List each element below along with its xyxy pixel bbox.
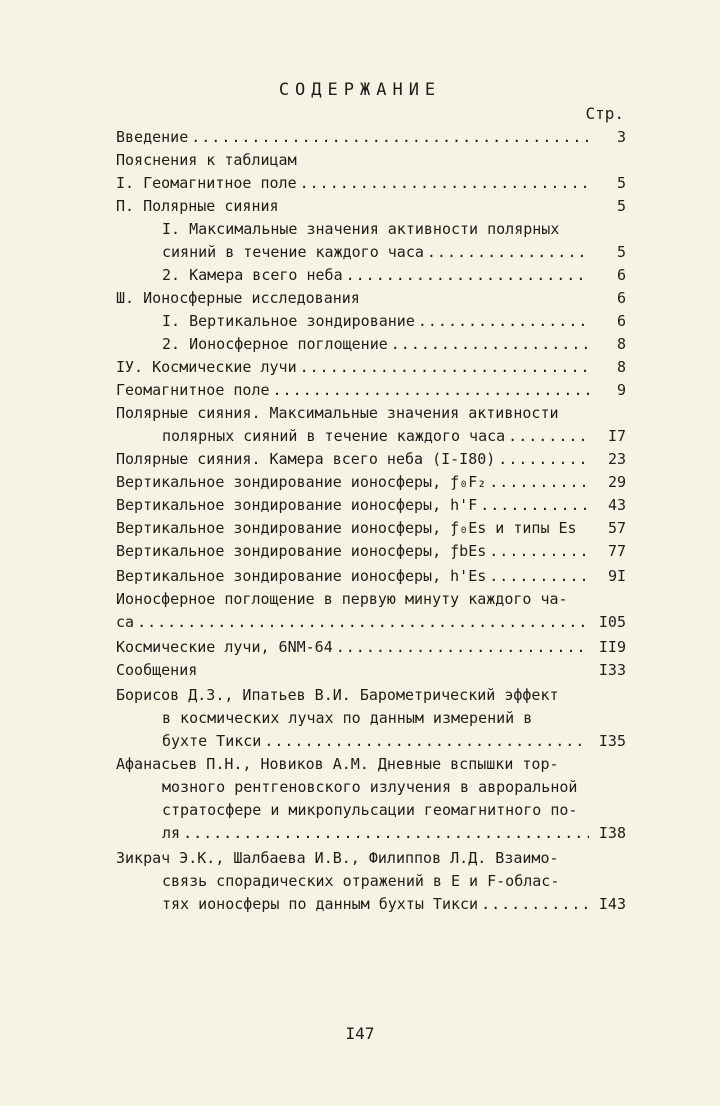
toc-entry-page: 23: [607, 450, 626, 468]
toc-entry-text: Зикрач Э.К., Шалбаева И.В., Филиппов Л.Д. Взаимо-: [116, 849, 559, 867]
toc-entry: [116, 287, 626, 310]
toc-entry-page: 5: [616, 197, 626, 215]
toc-entry-text: связь спорадических отражений в Е и F-облас-: [162, 872, 560, 890]
toc-entry-text: са: [116, 613, 135, 631]
toc-entry-page: 8: [616, 358, 626, 376]
leader-dots: [489, 471, 589, 494]
toc-entry: [116, 356, 626, 379]
toc-entry: [116, 799, 626, 822]
toc-entry: [116, 847, 626, 870]
toc-entry-page: I05: [598, 613, 626, 631]
toc-entry-text: IУ. Космические лучи: [116, 358, 297, 376]
leader-dots: [391, 333, 589, 356]
toc-entry: [116, 425, 626, 448]
table-of-contents: [116, 126, 626, 916]
toc-entry: [116, 565, 626, 588]
toc-entry: [116, 402, 626, 425]
toc-entry-text: тях ионосферы по данным бухты Тикси: [162, 895, 479, 913]
toc-entry-page: 6: [616, 266, 626, 284]
toc-entry-text: Введение: [116, 128, 189, 146]
leader-dots: [300, 172, 589, 195]
toc-entry: [116, 264, 626, 287]
toc-entry-text: Сообщения: [116, 661, 198, 679]
leader-dots: [427, 241, 589, 264]
toc-entry-text: Вертикальное зондирование ионосферы, h'F: [116, 496, 478, 514]
toc-entry-text: Борисов Д.З., Ипатьев В.И. Барометрический эффект: [116, 686, 559, 704]
toc-entry: [116, 611, 626, 634]
leader-dots: [183, 822, 589, 845]
toc-entry-page: 6: [616, 289, 626, 307]
leader-dots: [191, 126, 589, 149]
toc-entry: [116, 517, 626, 540]
toc-entry: [116, 126, 626, 149]
toc-entry-page: 77: [607, 542, 626, 560]
toc-entry-page: 9: [616, 381, 626, 399]
toc-entry-text: стратосфере и микропульсации геомагнитного по-: [162, 801, 578, 819]
toc-entry-text: сияний в течение каждого часа: [162, 243, 424, 261]
leader-dots: [273, 379, 589, 402]
leader-dots: [489, 565, 589, 588]
toc-entry: [116, 471, 626, 494]
toc-entry: [116, 753, 626, 776]
toc-entry-page: 8: [616, 335, 626, 353]
toc-entry-text: П. Полярные сияния: [116, 197, 279, 215]
toc-entry-text: Вертикальное зондирование ионосферы, h'Es: [116, 567, 487, 585]
toc-entry-page: I33: [598, 661, 626, 679]
page-number: I47: [345, 1024, 375, 1043]
leader-dots: [498, 448, 589, 471]
toc-entry-text: 2. Ионосферное поглощение: [162, 335, 388, 353]
toc-entry: [116, 172, 626, 195]
toc-entry-text: Ш. Ионосферные исследования: [116, 289, 360, 307]
toc-entry: [116, 218, 626, 241]
toc-entry: [116, 707, 626, 730]
toc-entry: [116, 149, 626, 172]
toc-entry-text: Вертикальное зондирование ионосферы, ƒ₀Es и типы Es: [116, 519, 577, 537]
toc-entry-text: Космические лучи, 6NM-64: [116, 638, 333, 656]
toc-entry-page: 5: [616, 243, 626, 261]
toc-entry: [116, 379, 626, 402]
leader-dots: [346, 264, 589, 287]
toc-entry-text: Геомагнитное поле: [116, 381, 270, 399]
toc-entry: [116, 659, 626, 682]
toc-entry: [116, 333, 626, 356]
leader-dots: [489, 540, 589, 563]
toc-entry: [116, 684, 626, 707]
toc-entry-text: ля: [162, 824, 181, 842]
toc-entry: [116, 588, 626, 611]
toc-entry-text: бухте Тикси: [162, 732, 262, 750]
toc-entry: [116, 494, 626, 517]
toc-entry-text: I. Максимальные значения активности полярных: [162, 220, 560, 238]
toc-entry: [116, 540, 626, 563]
toc-entry-page: 9I: [607, 567, 626, 585]
toc-entry-page: I38: [598, 824, 626, 842]
leader-dots: [300, 356, 589, 379]
toc-entry-text: в космических лучах по данным измерений в: [162, 709, 533, 727]
toc-entry-text: Ионосферное поглощение в первую минуту каждого ча-: [116, 590, 568, 608]
toc-entry-page: 57: [607, 519, 626, 537]
toc-entry-text: мозного рентгеновского излучения в авроральной: [162, 778, 578, 796]
toc-entry: [116, 822, 626, 845]
toc-entry-text: Полярные сияния. Камера всего неба (I-I80): [116, 450, 496, 468]
leader-dots: [481, 893, 589, 916]
toc-entry: [116, 870, 626, 893]
toc-entry-page: 29: [607, 473, 626, 491]
toc-entry-text: I. Геомагнитное поле: [116, 174, 297, 192]
toc-entry: [116, 730, 626, 753]
toc-entry: [116, 241, 626, 264]
toc-entry-text: 2. Камера всего неба: [162, 266, 343, 284]
toc-entry: [116, 893, 626, 916]
leader-dots: [480, 494, 589, 517]
toc-entry: [116, 636, 626, 659]
leader-dots: [508, 425, 589, 448]
toc-entry-text: полярных сияний в течение каждого часа: [162, 427, 506, 445]
toc-entry-page: I43: [598, 895, 626, 913]
toc-entry: [116, 448, 626, 471]
leader-dots: [336, 636, 589, 659]
leader-dots: [137, 611, 589, 634]
toc-entry-page: 43: [607, 496, 626, 514]
page-title: СОДЕРЖАНИЕ: [278, 80, 442, 100]
toc-entry: [116, 776, 626, 799]
toc-entry-page: 5: [616, 174, 626, 192]
toc-entry-page: 3: [616, 128, 626, 146]
page-column-header: Стр.: [585, 104, 624, 123]
leader-dots: [264, 730, 589, 753]
toc-entry-text: Афанасьев П.Н., Новиков А.М. Дневные вспышки тор-: [116, 755, 559, 773]
toc-entry-text: Полярные сияния. Максимальные значения активности: [116, 404, 559, 422]
toc-entry-text: Вертикальное зондирование ионосферы, ƒbEs: [116, 542, 487, 560]
toc-entry-page: I7: [607, 427, 626, 445]
toc-entry: [116, 195, 626, 218]
toc-entry-text: Вертикальное зондирование ионосферы, ƒ₀F₂: [116, 473, 487, 491]
toc-entry: [116, 310, 626, 333]
toc-entry-page: I35: [598, 732, 626, 750]
toc-entry-text: Пояснения к таблицам: [116, 151, 297, 169]
toc-entry-text: I. Вертикальное зондирование: [162, 312, 415, 330]
toc-entry-page: 6: [616, 312, 626, 330]
leader-dots: [418, 310, 589, 333]
toc-entry-page: II9: [598, 638, 626, 656]
